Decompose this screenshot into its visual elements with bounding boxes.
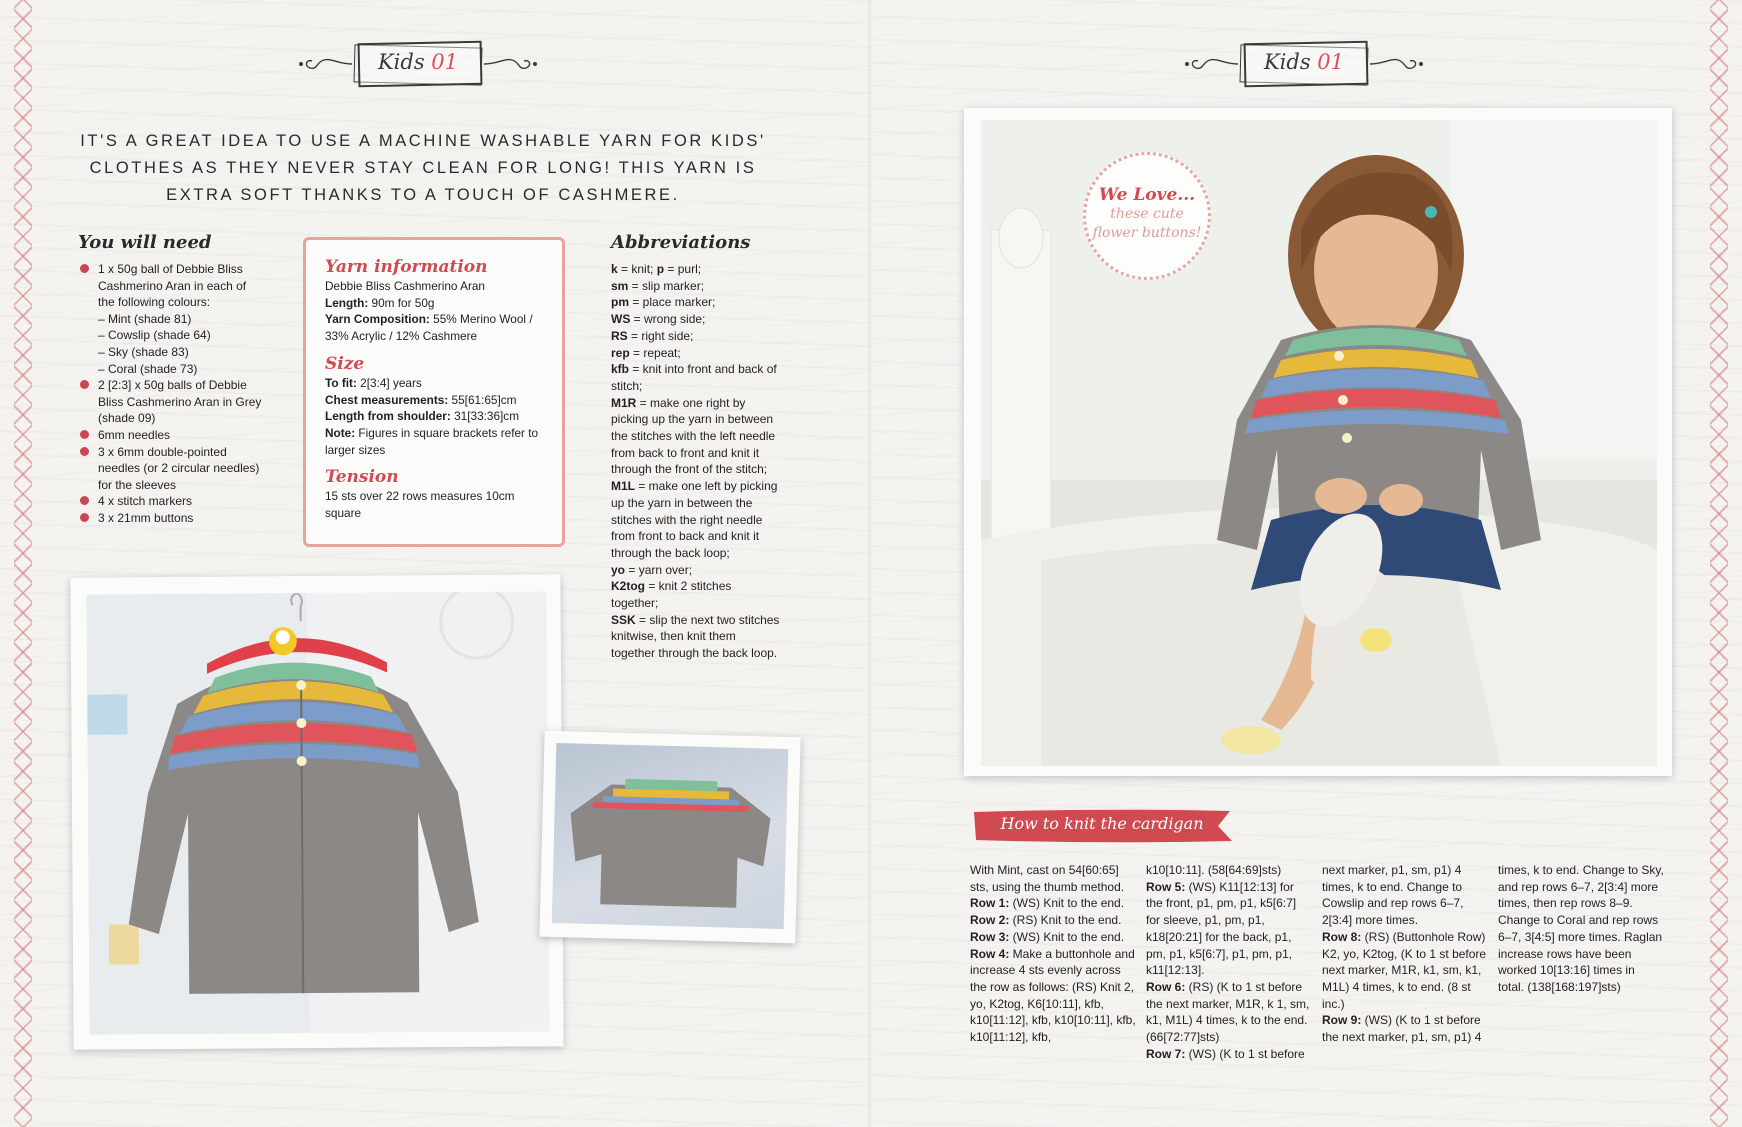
abbreviations — [611, 232, 781, 662]
bullet-dot-icon — [80, 496, 89, 505]
bullet-dot-icon — [80, 380, 89, 389]
yarn-name: Debbie Bliss Cashmerino Aran — [325, 279, 485, 293]
abbreviation-entry: SSK = slip the next two stitches knitwise, then knit them together through the back loop. — [611, 612, 780, 661]
tension-value: 15 sts over 22 rows measures 10cm square — [325, 489, 515, 521]
abbreviations-title: Abbreviations — [611, 232, 751, 253]
cardigan-flat-illustration — [552, 743, 789, 929]
section-banner — [972, 808, 1234, 844]
abbreviation-entry: M1L = make one left by picking up the yarn in between the stitches with the right needle from front to back and knit it through the back loop; — [611, 479, 778, 560]
chevron-border-left — [14, 0, 32, 1127]
abbreviation-entry: rep = repeat; — [611, 345, 681, 360]
abbreviations-list — [611, 261, 781, 662]
cardigan-hanger-illustration — [86, 591, 549, 1034]
material-text: 1 x 50g ball of Debbie Bliss Cashmerino Aran in each of the following colours: — [98, 262, 247, 310]
instruction-row: Row 4: Make a buttonhole and increase 4 sts evenly across the row as follows: (RS) Knit 2, yo, K2tog, K6[10:11], kfb, k10[11:12], kfb, k10[10:11], kfb, k10[11:12], kfb, — [970, 946, 1136, 1045]
abbreviation-entry: M1R = make one right by picking up the yarn in between the stitches with the left needle from back to front and knit it through the front of the stitch; — [611, 395, 776, 477]
instructions-column-2 — [1146, 862, 1312, 1062]
material-subitem: – Sky (shade 83) — [98, 344, 189, 359]
instruction-row: Row 5: (WS) K11[12:13] for the front, p1, pm, p1, k5[6:7] for sleeve, p1, pm, p1, k18[20:21] for the back, p1, pm, p1, k5[6:7], p1, pm, p1, k11[12:13]. — [1146, 879, 1297, 978]
size-fit: To fit: 2[3:4] years — [325, 375, 422, 390]
instruction-row: Row 1: (WS) Knit to the end. — [970, 896, 1125, 911]
material-item — [78, 377, 263, 427]
bullet-dot-icon — [80, 513, 89, 522]
material-item — [78, 444, 263, 494]
abbreviation-entry: k = knit; p = purl; — [611, 262, 702, 276]
instruction-row: Row 9: (WS) (K to 1 st before the next marker, p1, sm, p1) 4 — [1322, 1013, 1482, 1045]
cardigan-hanger-photo — [70, 574, 563, 1049]
tension-title: Tension — [325, 467, 399, 488]
size-note: Note: Figures in square brackets refer to larger sizes — [325, 425, 539, 457]
bullet-dot-icon — [80, 447, 89, 456]
material-text: 2 [2:3] x 50g balls of Debbie Bliss Cashmerino Aran in Grey (shade 09) — [98, 378, 262, 426]
swirl-ornament-icon — [1369, 54, 1424, 74]
section-tag-label: Kids 01 — [1263, 50, 1345, 74]
cardigan-flat-photo — [539, 731, 800, 944]
swirl-ornament-icon — [298, 54, 353, 74]
we-love-text: these cute flower buttons! — [1092, 206, 1202, 241]
yarn-info-title: Yarn information — [325, 257, 488, 277]
instruction-row: times, k to end. Change to Sky, and rep rows 6–7, 2[3:4] more times, then rep rows 8–9. Change to Coral and rep rows 6–7, 3[4:5] more times. Raglan increase rows have been worked 10[13:16] times in total. (138[168:197]sts) — [1498, 863, 1664, 994]
size-title: Size — [325, 353, 365, 374]
instruction-row: Row 6: (RS) (K to 1 st before the next marker, M1R, k 1, sm, k1, M1L) 4 times, k to the end. (66[72:77]sts) — [1146, 979, 1310, 1045]
we-love-badge — [1083, 152, 1211, 280]
instruction-row: Row 2: (RS) Knit to the end. — [970, 913, 1122, 928]
bullet-dot-icon — [80, 264, 89, 273]
yarn-information-box — [303, 237, 565, 547]
banner-title: How to knit the cardigan — [1000, 814, 1204, 833]
material-subitem: – Mint (shade 81) — [98, 311, 192, 326]
section-tag — [1184, 40, 1424, 90]
instruction-row: Row 7: (WS) (K to 1 st before — [1146, 1046, 1305, 1061]
instruction-row: Row 8: (RS) (Buttonhole Row) K2, yo, K2tog, (K to 1 st before next marker, M1R, k1, sm, k1, M1L) 4 times, k to end. (8 st inc.) — [1322, 929, 1487, 1011]
abbreviation-entry: K2tog = knit 2 stitches together; — [611, 579, 732, 611]
you-will-need-title: You will need — [78, 232, 212, 253]
material-item — [78, 510, 263, 527]
instructions-column-3 — [1322, 862, 1488, 1046]
abbreviation-entry: yo = yarn over; — [611, 562, 693, 577]
left-page — [0, 0, 870, 1127]
swirl-ornament-icon — [1184, 54, 1239, 74]
you-will-need — [78, 232, 263, 527]
material-item — [78, 261, 263, 377]
intro-text: IT'S A GREAT IDEA TO USE A MACHINE WASHABLE YARN FOR KIDS' CLOTHES AS THEY NEVER STAY CLEAN FOR LONG! THIS YARN IS EXTRA SOFT THANKS TO A TOUCH OF CASHMERE. — [80, 132, 766, 204]
instruction-row: With Mint, cast on 54[60:65] sts, using the thumb method. — [970, 863, 1125, 894]
size-length: Length from shoulder: 31[33:36]cm — [325, 409, 520, 424]
material-subitem: – Cowslip (shade 64) — [98, 328, 211, 343]
materials-list — [78, 261, 263, 527]
instruction-row: next marker, p1, sm, p1) 4 times, k to end. Change to Cowslip and rep rows 6–7, 2[3:4] more times. — [1322, 863, 1464, 928]
section-tag-label: Kids 01 — [377, 50, 459, 74]
material-item — [78, 427, 263, 444]
abbreviation-entry: RS = right side; — [611, 328, 694, 343]
section-tag — [298, 40, 538, 90]
we-love-title: We Love... — [1098, 185, 1196, 205]
material-text: 3 x 6mm double-pointed needles (or 2 circular needles) for the sleeves — [98, 444, 260, 492]
abbreviation-entry: WS = wrong side; — [611, 312, 706, 327]
material-text: 3 x 21mm buttons — [98, 510, 194, 525]
swirl-ornament-icon — [483, 54, 538, 74]
material-text: 6mm needles — [98, 427, 171, 442]
instruction-row: k10[10:11]. (58[64:69]sts) — [1146, 863, 1282, 877]
abbreviation-entry: pm = place marker; — [611, 295, 716, 310]
material-text: 4 x stitch markers — [98, 494, 193, 509]
yarn-composition: Yarn Composition: 55% Merino Wool / 33% Acrylic / 12% Cashmere — [325, 312, 533, 344]
instruction-row: Row 3: (WS) Knit to the end. — [970, 929, 1125, 944]
abbreviation-entry: kfb = knit into front and back of stitch; — [611, 362, 777, 393]
yarn-length: Length: 90m for 50g — [325, 295, 435, 310]
child-wearing-cardigan-photo — [964, 108, 1672, 776]
material-item — [78, 493, 263, 510]
abbreviation-entry: sm = slip marker; — [611, 278, 705, 293]
chevron-border-right — [1710, 0, 1728, 1127]
instructions-column-1 — [970, 862, 1136, 1046]
material-subitem: – Coral (shade 73) — [98, 361, 198, 376]
right-page — [872, 0, 1742, 1127]
instructions-column-4 — [1498, 862, 1664, 996]
bullet-dot-icon — [80, 430, 89, 439]
size-chest: Chest measurements: 55[61:65]cm — [325, 392, 517, 407]
